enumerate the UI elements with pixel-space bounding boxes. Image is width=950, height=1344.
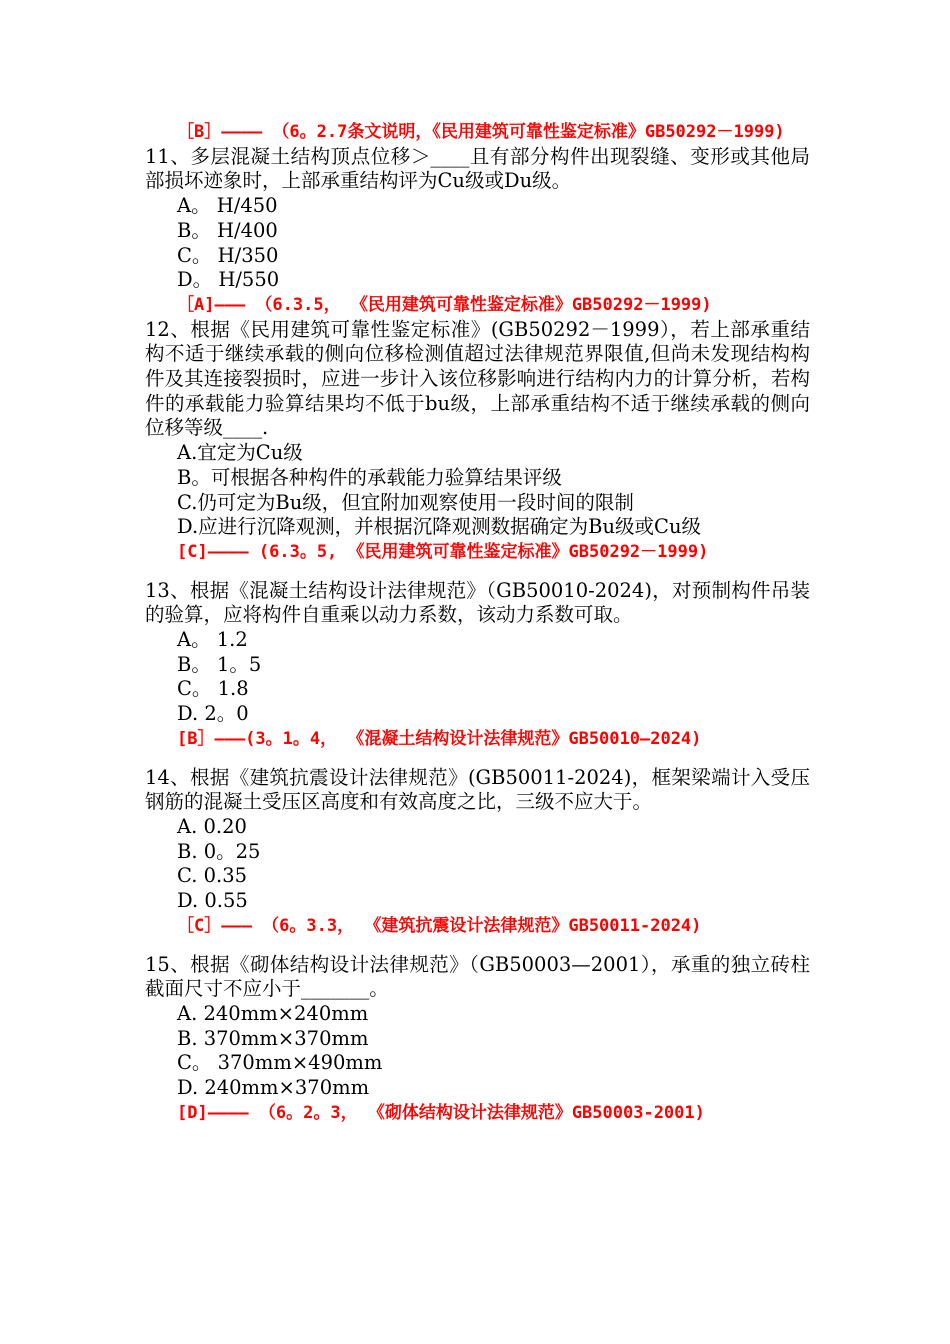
- q15-option-a: A. 240mm×240mm: [177, 1001, 369, 1025]
- q11-option-d: D。 H/550: [177, 268, 280, 292]
- q12-option-c: C.仍可定为Bu级，但宜附加观察使用一段时间的限制: [177, 490, 634, 514]
- spacer: [145, 565, 810, 579]
- q14-option-a: A. 0.20: [177, 814, 247, 838]
- q14-option-b: B. 0。25: [177, 839, 261, 863]
- q11-option-a: A。 H/450: [177, 194, 278, 218]
- q13-option-a: A。 1.2: [177, 628, 248, 652]
- q15-answer: [D]———— （6。2。3， 《砌体结构设计法律规范》GB50003-2001): [177, 1102, 705, 1123]
- q13-option-c: C。 1.8: [177, 677, 249, 701]
- q13-option-d: D. 2。0: [177, 702, 249, 726]
- q11-option-b: B。 H/400: [177, 218, 278, 242]
- q12-answer: [C]———— (6.3。5, 《民用建筑可靠性鉴定标准》GB50292－1999): [177, 541, 709, 562]
- q12-stem: 12、根据《民用建筑可靠性鉴定标准》(GB50292－1999），若上部承重结构不适于继续承载的侧向位移检测值超过法律规范界限值,但尚未发现结构构件及其连接裂损时，应进一步计入该位移影响进行结构内力的计算分析，若构件的承载能力验算结果均不低于bu级，上部承重结构不适于继续承载的侧向位移等级____.: [145, 317, 810, 440]
- q11-option-c: C。 H/350: [177, 243, 279, 267]
- q13-answer: [B］———(3。1。4， 《混凝土结构设计法律规范》GB50010—2024): [177, 728, 702, 749]
- q13-option-b: B。 1。5: [177, 652, 262, 676]
- q10-answer: ［B］———— （6。2.7条文说明，《民用建筑可靠性鉴定标准》GB50292－1999): [177, 122, 785, 142]
- document-page: [145, 120, 810, 1125]
- q12-option-b: B。可根据各种构件的承载能力验算结果评级: [177, 465, 562, 489]
- q14-stem: 14、根据《建筑抗震设计法律规范》(GB50011-2024)，框架梁端计入受压钢筋的混凝土受压区高度和有效高度之比，三级不应大于。: [145, 765, 810, 814]
- q13-stem: 13、根据《混凝土结构设计法律规范》（GB50010-2024)，对预制构件吊装的验算，应将构件自重乘以动力系数，该动力系数可取。: [145, 578, 810, 627]
- q15-option-b: B. 370mm×370mm: [177, 1026, 369, 1050]
- q11-stem: 11、多层混凝土结构顶点位移＞____且有部分构件出现裂缝、变形或其他局部损坏迹象时，上部承重结构评为Cu级或Du级。: [145, 144, 810, 193]
- q11-answer: ［A]——— （6.3.5， 《民用建筑可靠性鉴定标准》GB50292－1999): [177, 294, 712, 315]
- q14-answer: ［C］——— （6。3.3， 《建筑抗震设计法律规范》GB50011-2024): [177, 915, 702, 936]
- q14-option-d: D. 0.55: [177, 889, 248, 913]
- q12-option-a: A.宜定为Cu级: [177, 441, 303, 465]
- q15-option-d: D. 240mm×370mm: [177, 1076, 370, 1100]
- q15-option-c: C。 370mm×490mm: [177, 1051, 383, 1075]
- q14-option-c: C. 0.35: [177, 864, 248, 888]
- q15-stem: 15、根据《砌体结构设计法律规范》（GB50003—2001），承重的独立砖柱截面尺寸不应小于_______。: [145, 952, 810, 1001]
- spacer: [145, 939, 810, 953]
- spacer: [145, 752, 810, 766]
- q12-option-d: D.应进行沉降观测，并根据沉降观测数据确定为Bu级或Cu级: [177, 515, 702, 539]
